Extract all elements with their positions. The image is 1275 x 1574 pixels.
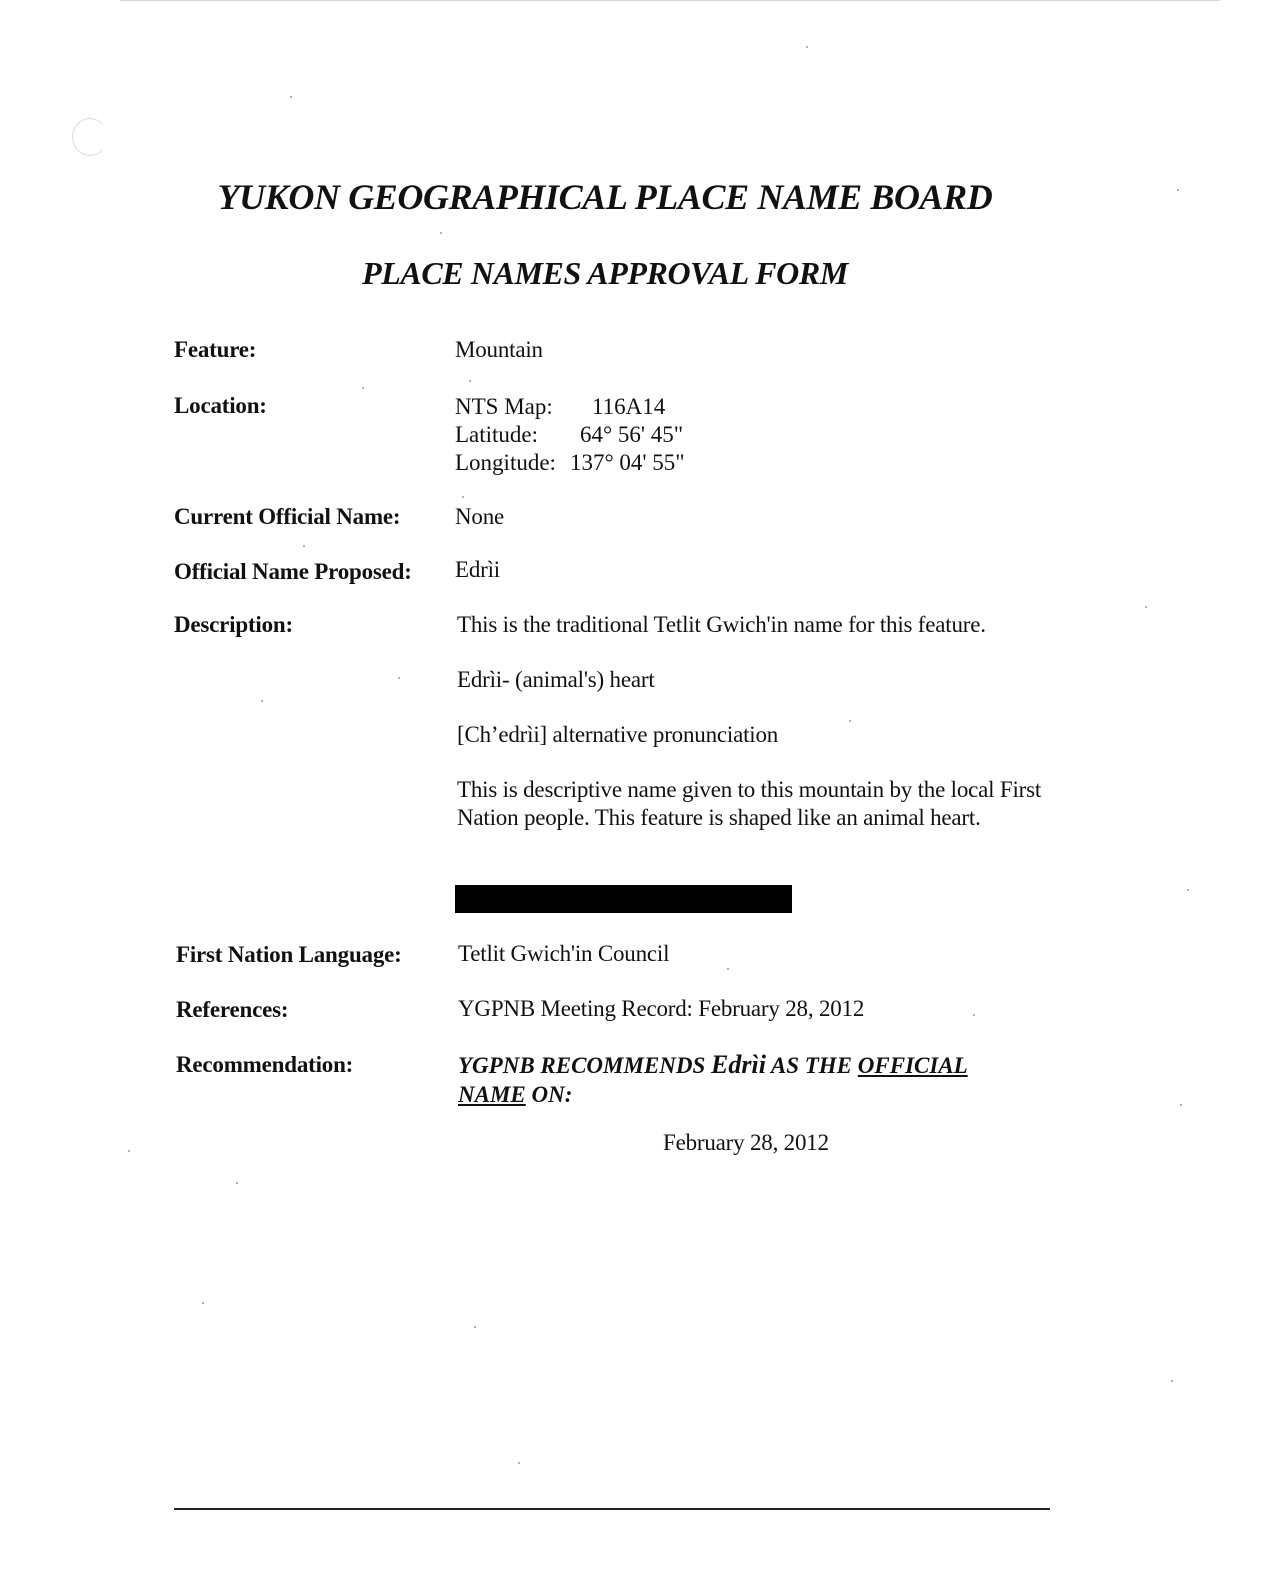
- location-label: Location:: [174, 393, 267, 418]
- recommendation-prefix: YGPNB RECOMMENDS: [458, 1053, 712, 1078]
- longitude-row: [455, 449, 685, 477]
- recommendation-label: Recommendation:: [176, 1052, 354, 1077]
- official-name-proposed-label: Official Name Proposed:: [174, 559, 412, 584]
- scan-speck: [1187, 889, 1189, 891]
- references-label: References:: [176, 997, 289, 1022]
- latitude-key: Latitude:: [455, 422, 539, 447]
- feature-label: Feature:: [174, 337, 257, 362]
- first-nation-language-label: First Nation Language:: [176, 942, 402, 967]
- current-official-name-value: None: [455, 504, 505, 529]
- board-title: YUKON GEOGRAPHICAL PLACE NAME BOARD: [217, 177, 993, 217]
- scan-speck: [236, 1182, 238, 1184]
- location-table: [455, 393, 685, 477]
- nts-map-row: [455, 393, 685, 421]
- nts-map-key: NTS Map:: [455, 394, 553, 419]
- form-title: PLACE NAMES APPROVAL FORM: [362, 255, 848, 291]
- description-paragraph-3: [Ch’edrìi] alternative pronunciation: [457, 722, 779, 747]
- scan-speck: [290, 96, 292, 98]
- recommendation-middle: AS THE: [765, 1053, 858, 1078]
- scan-speck: [261, 700, 263, 702]
- recommendation-text: [458, 1050, 1018, 1109]
- scan-speck: [440, 232, 442, 234]
- scan-speck: [362, 387, 364, 389]
- longitude-key: Longitude:: [455, 450, 556, 475]
- feature-value: Mountain: [455, 337, 543, 362]
- footer-rule: [174, 1508, 1050, 1510]
- scan-speck: [1177, 189, 1179, 191]
- scan-speck: [849, 720, 851, 722]
- references-value: YGPNB Meeting Record: February 28, 2012: [458, 996, 865, 1021]
- scan-speck: [303, 545, 305, 547]
- scan-speck: [727, 968, 729, 970]
- redaction-bar: [455, 885, 792, 913]
- scan-speck: [1145, 606, 1147, 608]
- scan-speck: [973, 1014, 975, 1016]
- recommendation-suffix: ON:: [525, 1082, 573, 1107]
- hole-punch-mark: [72, 118, 108, 156]
- first-nation-language-value: Tetlit Gwich'in Council: [458, 941, 670, 966]
- recommendation-official: OFFICIAL: [857, 1053, 968, 1078]
- scan-speck: [474, 1326, 476, 1328]
- scan-speck: [202, 1302, 204, 1304]
- scan-speck: [398, 677, 400, 679]
- description-paragraph-4: This is descriptive name given to this mountain by the local First Nation people. This feature is shaped like an animal heart.: [457, 777, 1042, 830]
- scan-speck: [462, 496, 464, 498]
- recommendation-name-word: NAME: [458, 1082, 526, 1107]
- scan-speck: [1180, 1104, 1182, 1106]
- recommendation-name: Edrìi: [711, 1050, 766, 1079]
- scan-speck: [518, 1462, 520, 1464]
- scan-top-edge: [120, 0, 1220, 1]
- description-paragraph-1: This is the traditional Tetlit Gwich'in name for this feature.: [457, 612, 986, 637]
- longitude-value: 137° 04' 55": [569, 450, 685, 475]
- scan-speck: [469, 380, 471, 382]
- description-paragraph-2: Edrìi- (animal's) heart: [457, 667, 655, 692]
- latitude-row: [455, 421, 685, 449]
- latitude-value: 64° 56' 45": [579, 422, 684, 447]
- scan-speck: [806, 46, 808, 48]
- description-label: Description:: [174, 612, 293, 637]
- scan-speck: [128, 1150, 130, 1152]
- current-official-name-label: Current Official Name:: [174, 504, 401, 529]
- nts-map-value: 116A14: [591, 394, 666, 419]
- recommendation-date: February 28, 2012: [663, 1130, 829, 1155]
- official-name-proposed-value: Edrìi: [455, 557, 500, 582]
- scan-speck: [1171, 1380, 1173, 1382]
